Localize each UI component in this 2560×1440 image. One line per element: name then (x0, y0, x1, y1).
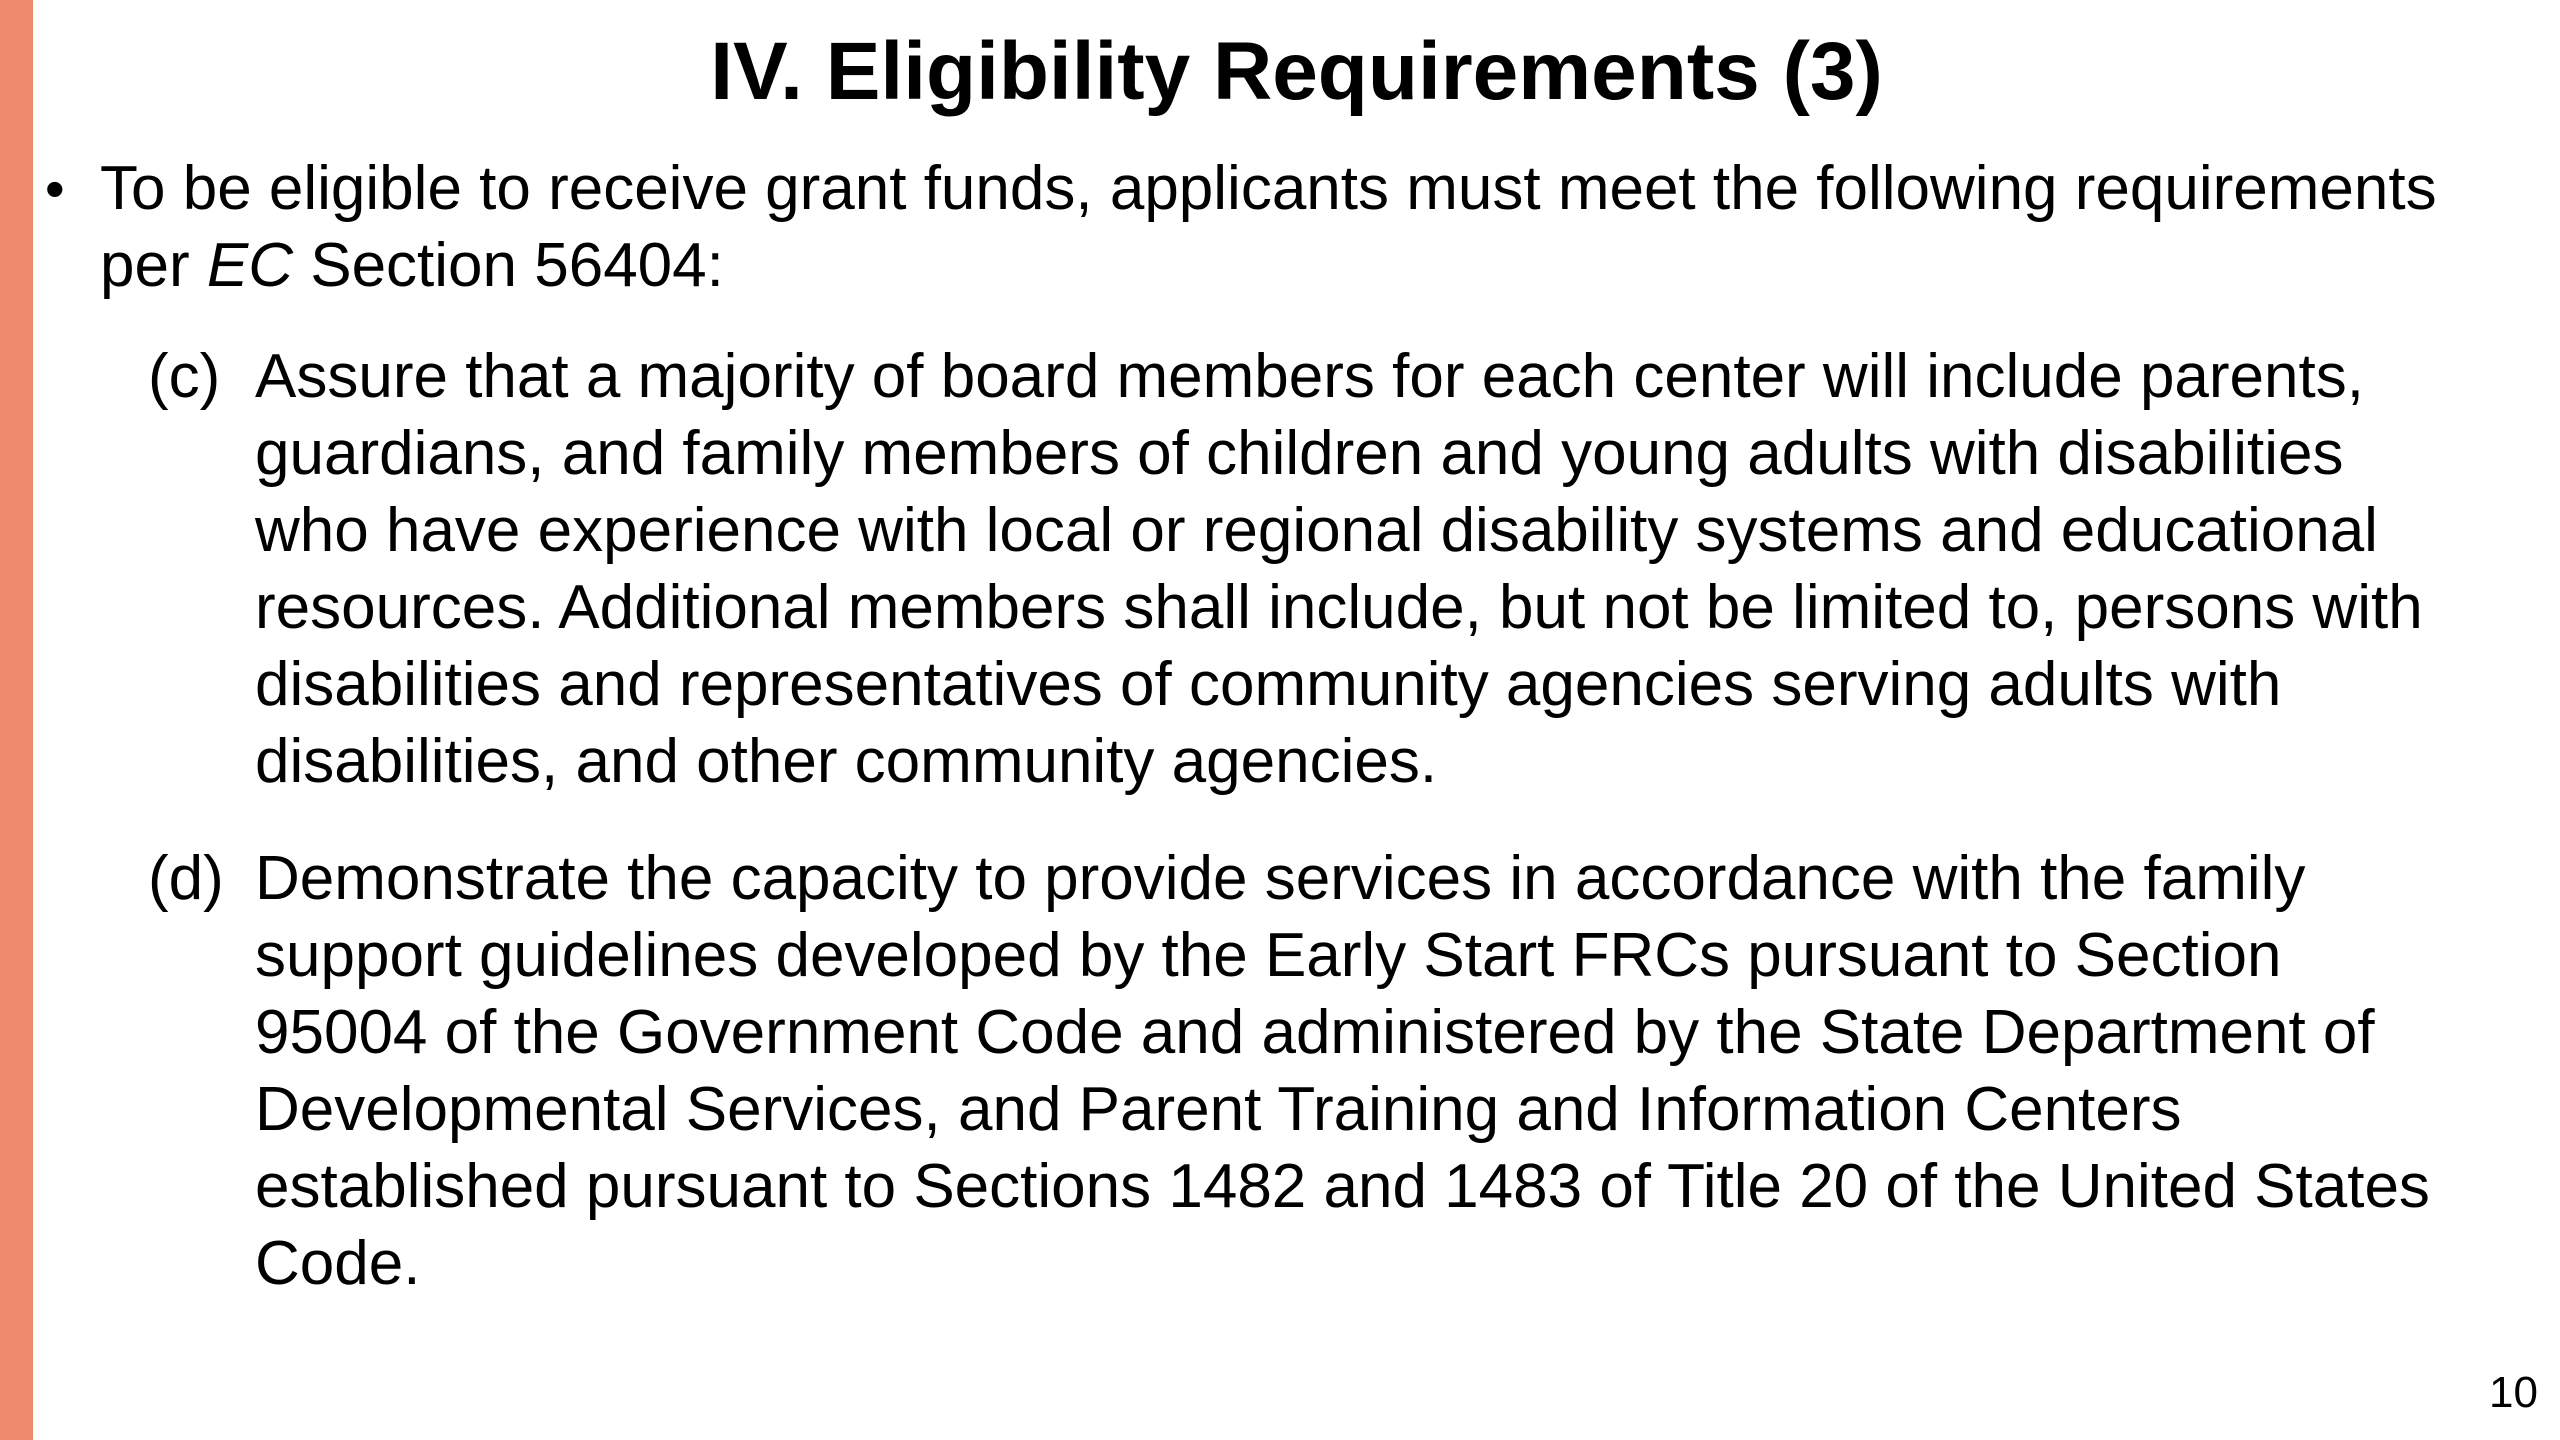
item-label: (d) (148, 844, 224, 913)
item-text-line: Demonstrate the capacity to provide services in accordance with the family (255, 844, 2306, 913)
bullet-text-italic: EC (206, 231, 293, 300)
item-text-line: Developmental Services, and Parent Training and Information Centers (255, 1075, 2182, 1144)
item-text (255, 338, 2560, 800)
item-text-line: disabilities, and other community agencies. (255, 727, 1438, 796)
bullet-text-before: To be eligible to receive grant funds, applicants must meet the following requirements per (100, 154, 2437, 300)
bullet-text (100, 150, 2480, 304)
item-text-line: guardians, and family members of children and young adults with disabilities (255, 419, 2344, 488)
page-number: 10 (2489, 1368, 2538, 1417)
item-text-line: who have experience with local or regional disability systems and educational (255, 496, 2378, 565)
item-text-line: support guidelines developed by the Early Start FRCs pursuant to Section (255, 921, 2282, 990)
item-text-line: established pursuant to Sections 1482 and 1483 of Title 20 of the United States (255, 1152, 2430, 1221)
item-label: (c) (148, 342, 221, 411)
item-text-line: 95004 of the Government Code and administered by the State Department of (255, 998, 2375, 1067)
slide-title: IV. Eligibility Requirements (3) (710, 26, 1883, 117)
bullet-text-after: Section 56404: (292, 231, 724, 300)
item-text-line: resources. Additional members shall include, but not be limited to, persons with (255, 573, 2423, 642)
item-text-line: Code. (255, 1229, 421, 1298)
item-text (255, 840, 2560, 1302)
accent-bar (0, 0, 33, 1440)
bullet-symbol: • (45, 157, 65, 220)
item-text-line: disabilities and representatives of community agencies serving adults with (255, 650, 2282, 719)
item-text-line: Assure that a majority of board members for each center will include parents, (255, 342, 2364, 411)
